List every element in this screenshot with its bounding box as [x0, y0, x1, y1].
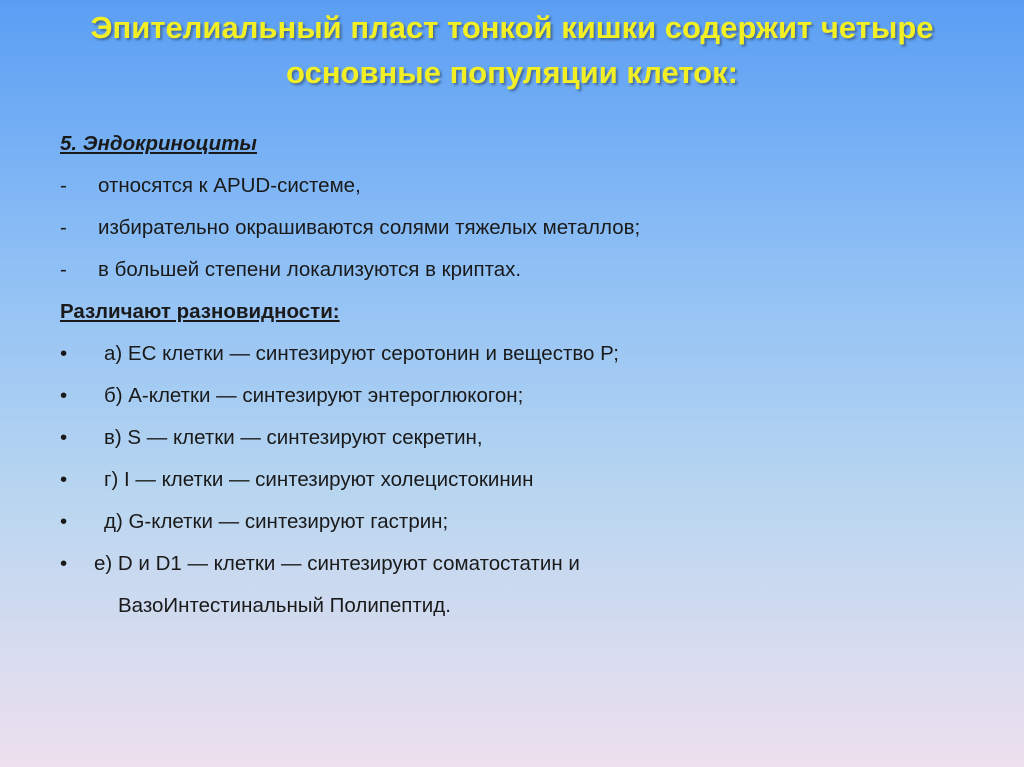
bullet-marker: • [60, 342, 68, 365]
bullet-item-text: а) ЕС клетки — синтезируют серотонин и вещество Р; [104, 342, 620, 365]
slide-body [60, 123, 980, 627]
dash-item [60, 165, 980, 207]
bullet-marker: • [60, 384, 68, 407]
slide-title [0, 5, 1024, 95]
bullet-item [60, 459, 980, 501]
bullet-marker: • [60, 468, 68, 491]
dash-marker: - [60, 258, 67, 281]
continuation-text: ВазоИнтестинальный Полипептид. [118, 594, 451, 617]
bullet-marker: • [60, 552, 68, 575]
bullet-item-text: г) I — клетки — синтезируют холецистокинин [104, 468, 534, 491]
bullet-marker: • [60, 426, 68, 449]
dash-item-text: в большей степени локализуются в криптах. [98, 258, 522, 281]
dash-item [60, 249, 980, 291]
bullet-marker: • [60, 510, 68, 533]
bullet-item [60, 375, 980, 417]
bullet-item-text: е) D и D1 — клетки — синтезируют соматостатин и [94, 552, 580, 575]
section-heading: 5. Эндокриноциты [60, 132, 257, 155]
dash-item [60, 207, 980, 249]
dash-marker: - [60, 174, 67, 197]
bullet-item-text: б) А-клетки — синтезируют энтероглюкогон; [104, 384, 524, 407]
dash-item-text: относятся к APUD-системе, [98, 174, 361, 197]
section-subheading: Различают разновидности: [60, 300, 340, 323]
title-line-1: Эпителиальный пласт тонкой кишки содержит четыре [90, 10, 934, 45]
dash-marker: - [60, 216, 67, 239]
bullet-continuation [60, 585, 980, 627]
dash-item-text: избирательно окрашиваются солями тяжелых металлов; [98, 216, 641, 239]
bullet-item [60, 417, 980, 459]
bullet-item [60, 543, 980, 585]
bullet-item [60, 333, 980, 375]
bullet-item-text: в) S — клетки — синтезируют секретин, [104, 426, 483, 449]
bullet-item [60, 501, 980, 543]
title-line-2: основные популяции клеток: [286, 55, 738, 90]
bullet-item-text: д) G-клетки — синтезируют гастрин; [104, 510, 449, 533]
